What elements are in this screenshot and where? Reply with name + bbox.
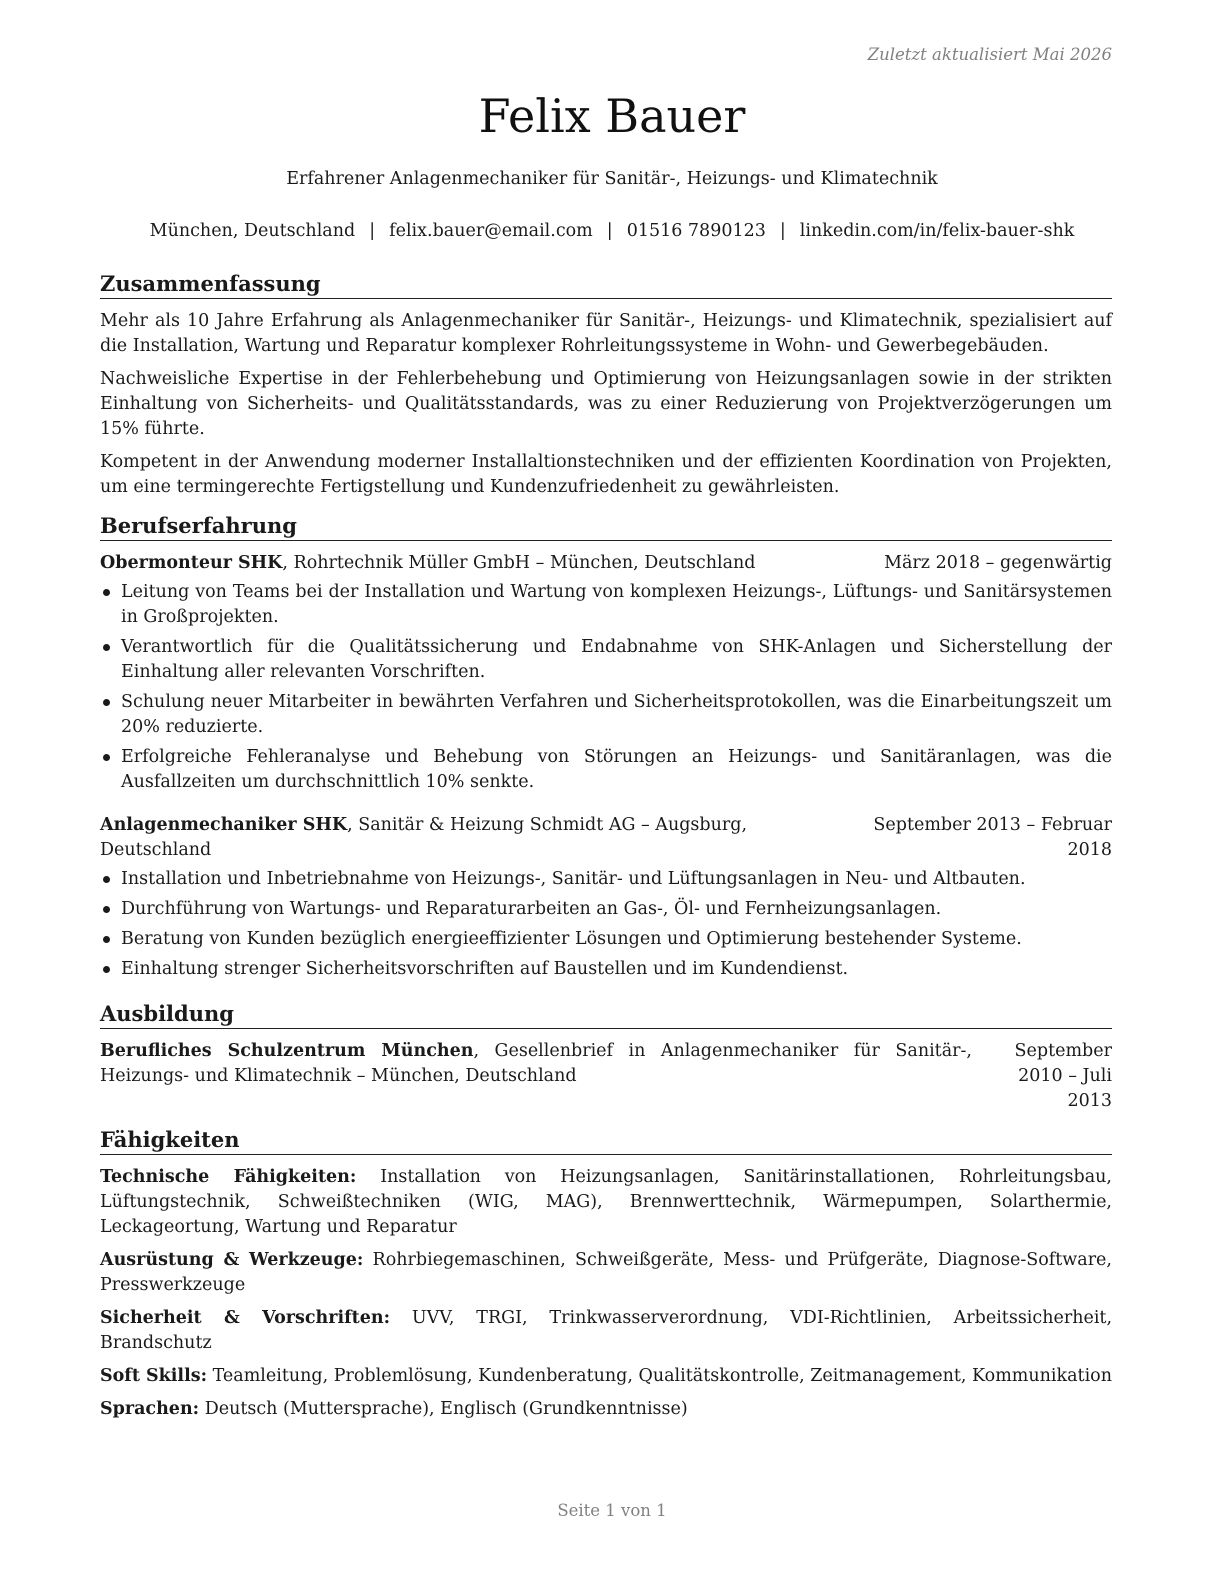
job-company: , Rohrtechnik Müller GmbH – München, Deutschland: [282, 553, 756, 573]
summary-heading: Zusammenfassung: [100, 270, 1112, 299]
skill-line: [100, 1248, 1112, 1298]
job-role: Obermonteur SHK: [100, 553, 283, 573]
skill-line: [100, 1165, 1112, 1240]
job-bullets: [100, 580, 1112, 795]
job-role: Anlagenmechaniker SHK: [100, 815, 348, 835]
experience-section: [100, 512, 1112, 982]
skill-line: [100, 1364, 1112, 1389]
skill-line: [100, 1306, 1112, 1356]
contact-location: München, Deutschland: [149, 221, 356, 241]
skill-value: Installation von Heizungsanlagen, Sanitärinstallationen, Rohrleitungsbau, Lüftungstechnik, Schweißtechniken (WIG, MAG), Brennwerttechnik, Wärmepumpen, Solarthermie, Leckageortung, Wartung und Reparatur: [100, 1167, 1112, 1237]
job-header: [100, 813, 1112, 863]
job-entry: [100, 813, 1112, 982]
resume-headline: Erfahrener Anlagenmechaniker für Sanitär-, Heizungs- und Klimatechnik: [286, 169, 938, 189]
education-heading: Ausbildung: [100, 1000, 1112, 1029]
last-updated-note: Zuletzt aktualisiert Mai 2026: [867, 45, 1112, 64]
contact-email[interactable]: felix.bauer@email.com: [389, 221, 593, 241]
summary-paragraph: Kompetent in der Anwendung moderner Installaltionstechniken und der effizienten Koordination von Projekten, um eine termingerechte Fertigstellung und Kundenzufriedenheit zu gewährleisten.: [100, 452, 1112, 497]
education-dates: September 2010 – Juli 2013: [1014, 1041, 1112, 1111]
skills-heading: Fähigkeiten: [100, 1126, 1112, 1155]
job-header: [100, 551, 1112, 576]
experience-heading: Berufserfahrung: [100, 512, 1112, 541]
contact-phone: 01516 7890123: [626, 221, 766, 241]
education-section: [100, 1000, 1112, 1114]
contact-line: [0, 219, 1224, 243]
summary-section: [100, 270, 1112, 500]
skill-label: Ausrüstung & Werkzeuge:: [100, 1250, 364, 1270]
skill-label: Sicherheit & Vorschriften:: [100, 1308, 391, 1328]
skill-label: Sprachen:: [100, 1399, 200, 1419]
job-bullet: Verantwortlich für die Qualitätssicherung und Endabnahme von SHK-Anlagen und Sicherstellung der Einhaltung aller relevanten Vorschriften.: [100, 635, 1112, 685]
skills-section: [100, 1126, 1112, 1422]
job-bullet: Durchführung von Wartungs- und Reparaturarbeiten an Gas-, Öl- und Fernheizungsanlagen.: [100, 897, 1112, 922]
job-dates: März 2018 – gegenwärtig: [884, 553, 1112, 573]
contact-separator: |: [779, 221, 786, 241]
contact-separator: |: [369, 221, 376, 241]
job-bullet: Beratung von Kunden bezüglich energieeffizienter Lösungen und Optimierung bestehender Systeme.: [100, 927, 1112, 952]
job-bullet: Schulung neuer Mitarbeiter in bewährten Verfahren und Sicherheitsprotokollen, was die Einarbeitungszeit um 20% reduzierte.: [100, 690, 1112, 740]
job-bullet: Leitung von Teams bei der Installation und Wartung von komplexen Heizungs-, Lüftungs- und Sanitärsystemen in Großprojekten.: [100, 580, 1112, 630]
summary-paragraph: Mehr als 10 Jahre Erfahrung als Anlagenmechaniker für Sanitär-, Heizungs- und Klimatechnik, spezialisiert auf die Installation, Wartung und Reparatur komplexer Rohrleitungssysteme in Wohn- und Gewerbegebäuden.: [100, 311, 1112, 356]
skill-value: Teamleitung, Problemlösung, Kundenberatung, Qualitätskontrolle, Zeitmanagement, Kommunikation: [207, 1366, 1112, 1386]
job-bullet: Einhaltung strenger Sicherheitsvorschriften auf Baustellen und im Kundendienst.: [100, 957, 1112, 982]
job-entry: [100, 551, 1112, 795]
skill-label: Soft Skills:: [100, 1366, 208, 1386]
skill-value: UVV, TRGI, Trinkwasserverordnung, VDI-Richtlinien, Arbeitssicherheit, Brandschutz: [100, 1308, 1113, 1353]
job-bullets: [100, 867, 1112, 982]
summary-paragraph: Nachweisliche Expertise in der Fehlerbehebung und Optimierung von Heizungsanlagen sowie in der strikten Einhaltung von Sicherheits- und Qualitätsstandards, was zu einer Reduzierung von Projektverzögerungen um 15% führte.: [100, 369, 1112, 439]
job-dates: September 2013 – Februar 2018: [873, 815, 1112, 860]
skill-value: Rohrbiegemaschinen, Schweißgeräte, Mess- und Prüfgeräte, Diagnose-Software, Presswerkzeuge: [100, 1250, 1112, 1295]
education-detail: , Gesellenbrief in Anlagenmechaniker für Sanitär-, Heizungs- und Klimatechnik – München, Deutschland: [100, 1041, 972, 1086]
education-school: Berufliches Schulzentrum München: [100, 1041, 474, 1061]
job-bullet: Installation und Inbetriebnahme von Heizungs-, Sanitär- und Lüftungsanlagen in Neu- und Altbauten.: [100, 867, 1112, 892]
job-company: , Sanitär & Heizung Schmidt AG – Augsburg, Deutschland: [100, 815, 748, 860]
skill-value: Deutsch (Muttersprache), Englisch (Grundkenntnisse): [199, 1399, 688, 1419]
job-bullet: Erfolgreiche Fehleranalyse und Behebung von Störungen an Heizungs- und Sanitäranlagen, was die Ausfallzeiten um durchschnittlich 10% senkte.: [100, 745, 1112, 795]
skill-line: [100, 1397, 1112, 1422]
resume-content: [100, 270, 1112, 1434]
skill-label: Technische Fähigkeiten:: [100, 1167, 357, 1187]
contact-linkedin[interactable]: linkedin.com/in/felix-bauer-shk: [799, 221, 1075, 241]
resume-name: Felix Bauer: [478, 89, 746, 143]
contact-separator: |: [606, 221, 613, 241]
page-number: Seite 1 von 1: [557, 1501, 667, 1520]
education-entry: [100, 1039, 1112, 1114]
